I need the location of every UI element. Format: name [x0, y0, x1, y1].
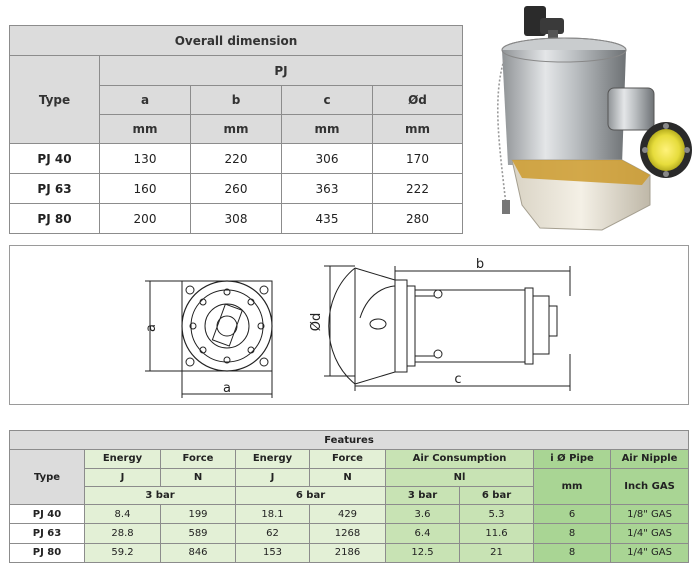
col-header-c: c	[282, 86, 373, 115]
row-type: PJ 80	[10, 543, 85, 562]
cell-value: 200	[100, 204, 191, 234]
product-photo	[482, 0, 697, 235]
cell-value: 6.4	[386, 524, 460, 543]
table-row	[10, 505, 689, 524]
type-header: Type	[10, 56, 100, 144]
cell-value: 8	[534, 543, 611, 562]
force-header-3bar: Force	[161, 450, 236, 468]
features-table	[9, 430, 689, 563]
cell-value: 8	[534, 524, 611, 543]
cell-value: 260	[191, 174, 282, 204]
cell-value: 280	[373, 204, 463, 234]
cell-value: 5.3	[460, 505, 534, 524]
dimension-table-title: Overall dimension	[10, 26, 463, 56]
cell-value: 199	[161, 505, 236, 524]
table-row	[10, 204, 463, 234]
cell-value: 1/4" GAS	[611, 543, 689, 562]
cell-value: 363	[282, 174, 373, 204]
label-d: Ød	[309, 312, 324, 332]
cell-value: 59.2	[85, 543, 161, 562]
cell-value: 11.6	[460, 524, 534, 543]
cell-value: 1/4" GAS	[611, 524, 689, 543]
row-type: PJ 80	[10, 204, 100, 234]
cell-value: 220	[191, 144, 282, 174]
label-a-bottom: a	[223, 381, 231, 396]
cell-value: 21	[460, 543, 534, 562]
col-header-b: b	[191, 86, 282, 115]
cell-value: 589	[161, 524, 236, 543]
unit-energy-6bar: J	[236, 468, 310, 486]
cell-value: 6	[534, 505, 611, 524]
row-type: PJ 40	[10, 144, 100, 174]
unit-force-3bar: N	[161, 468, 236, 486]
air-pressure-3bar: 3 bar	[386, 486, 460, 504]
pressure-3bar: 3 bar	[85, 486, 236, 504]
pipe-header: i Ø Pipe	[534, 450, 611, 468]
unit-pipe: mm	[534, 468, 611, 505]
col-header-d: Ød	[373, 86, 463, 115]
col-header-a: a	[100, 86, 191, 115]
label-b: b	[475, 257, 485, 272]
features-type-header: Type	[10, 450, 85, 505]
label-c: c	[454, 372, 462, 387]
cell-value: 28.8	[85, 524, 161, 543]
cell-value: 222	[373, 174, 463, 204]
table-row	[10, 543, 689, 562]
cell-value: 429	[310, 505, 386, 524]
energy-header-3bar: Energy	[85, 450, 161, 468]
unit-force-6bar: N	[310, 468, 386, 486]
label-a-side: a	[144, 324, 159, 332]
drawing-svg	[10, 246, 690, 406]
air-nipple-header: Air Nipple	[611, 450, 689, 468]
row-type: PJ 63	[10, 174, 100, 204]
row-type: PJ 63	[10, 524, 85, 543]
cell-value: 3.6	[386, 505, 460, 524]
table-row	[10, 524, 689, 543]
unit-d: mm	[373, 115, 463, 144]
cell-value: 160	[100, 174, 191, 204]
unit-energy-3bar: J	[85, 468, 161, 486]
air-consumption-header: Air Consumption	[386, 450, 534, 468]
table-row	[10, 174, 463, 204]
unit-c: mm	[282, 115, 373, 144]
row-type: PJ 40	[10, 505, 85, 524]
features-title: Features	[10, 431, 689, 450]
cell-value: 18.1	[236, 505, 310, 524]
cell-value: 12.5	[386, 543, 460, 562]
cell-value: 1268	[310, 524, 386, 543]
cell-value: 308	[191, 204, 282, 234]
table-row	[10, 144, 463, 174]
air-pressure-6bar: 6 bar	[460, 486, 534, 504]
pressure-6bar: 6 bar	[236, 486, 386, 504]
cell-value: 170	[373, 144, 463, 174]
pj-group-header: PJ	[100, 56, 463, 86]
cell-value: 846	[161, 543, 236, 562]
cell-value: 62	[236, 524, 310, 543]
unit-air: Nl	[386, 468, 534, 486]
unit-nipple: Inch GAS	[611, 468, 689, 505]
cell-value: 1/8" GAS	[611, 505, 689, 524]
overall-dimension-table	[9, 25, 463, 234]
energy-header-6bar: Energy	[236, 450, 310, 468]
dimension-drawing	[9, 245, 689, 405]
cell-value: 130	[100, 144, 191, 174]
cell-value: 435	[282, 204, 373, 234]
cell-value: 2186	[310, 543, 386, 562]
cell-value: 8.4	[85, 505, 161, 524]
unit-a: mm	[100, 115, 191, 144]
cell-value: 306	[282, 144, 373, 174]
cell-value: 153	[236, 543, 310, 562]
unit-b: mm	[191, 115, 282, 144]
force-header-6bar: Force	[310, 450, 386, 468]
